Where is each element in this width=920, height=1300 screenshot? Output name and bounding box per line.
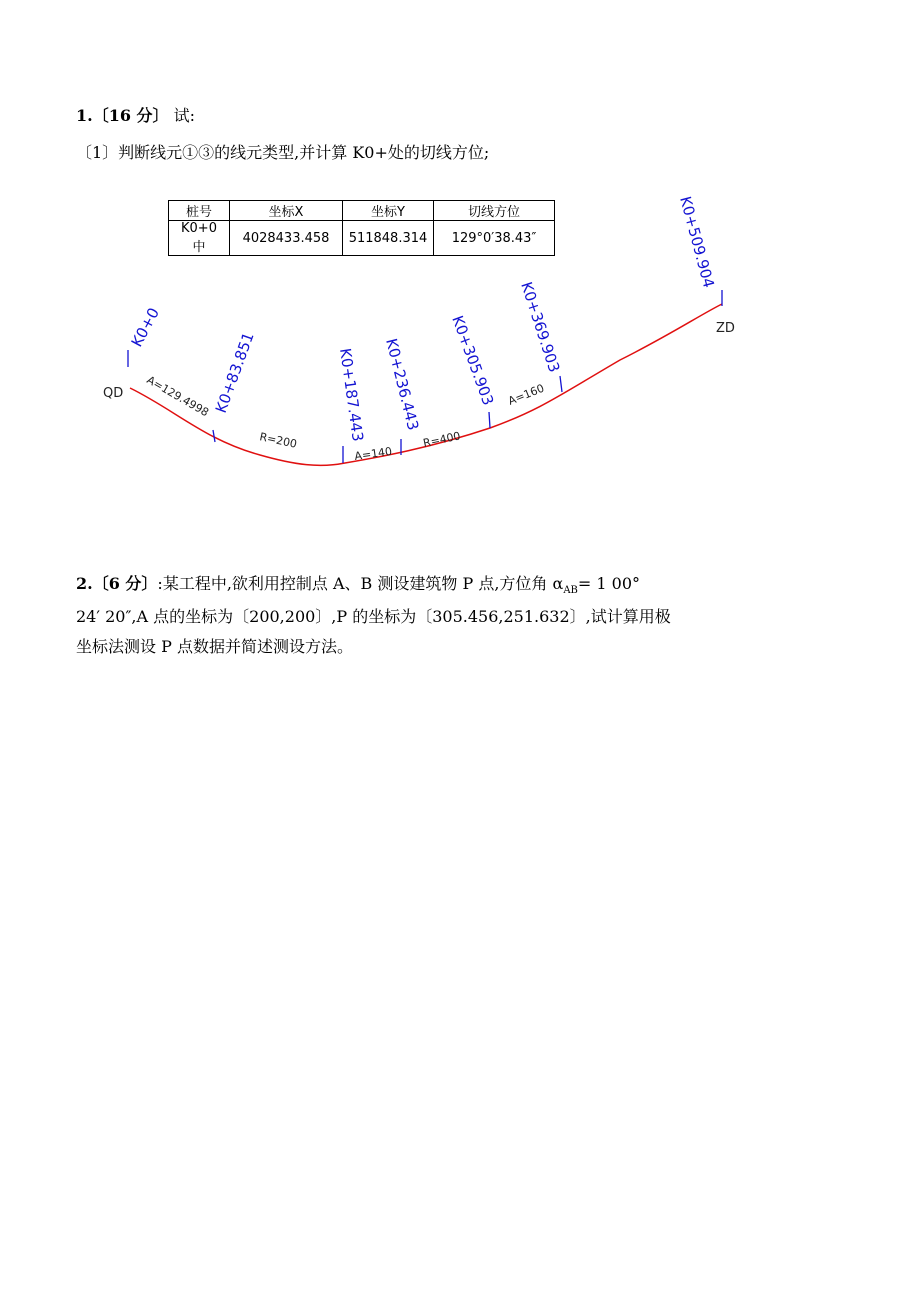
- station-label-k0-0: K0+0: [127, 304, 164, 350]
- question-2-line-1: [76, 571, 640, 596]
- station-label-k0-305: K0+305.903: [448, 313, 498, 408]
- label-zd: ZD: [716, 321, 735, 336]
- param-label-r2: R=400: [421, 429, 462, 450]
- cell-y: 511848.314: [343, 221, 434, 256]
- param-label-a1: A=129.4998: [144, 373, 211, 420]
- station-label-k0-509: K0+509.904: [676, 194, 718, 290]
- question-2-line-3: 坐标法测设 P 点数据并简述测设方法。: [76, 637, 353, 656]
- question-1-subtext: 〔1〕判断线元①③的线元类型,并计算 K0+处的切线方位;: [76, 143, 490, 162]
- azimuth-subscript: AB: [563, 585, 578, 597]
- station-label-k0-187: K0+187.443: [336, 347, 367, 443]
- label-qd: QD: [103, 386, 124, 401]
- question-2-text-b: = 1 00°: [577, 574, 641, 593]
- tick-k0-369: [560, 376, 562, 392]
- table-header-x: 坐标X: [230, 201, 343, 221]
- tick-k0-305: [489, 412, 490, 428]
- station-label-k0-369: K0+369.903: [517, 279, 564, 375]
- param-label-a2: A=140: [353, 444, 393, 463]
- table-header-station: 桩号: [169, 201, 230, 221]
- station-label-k0-236: K0+236.443: [382, 336, 423, 433]
- cell-station: K0+0 中: [169, 221, 230, 256]
- cell-x: 4028433.458: [230, 221, 343, 256]
- alignment-diagram: [0, 0, 920, 560]
- question-1-number: 1.: [76, 106, 93, 125]
- cell-azimuth: 129°0′38.43″: [434, 221, 555, 256]
- station-label-k0-83: K0+83.851: [211, 329, 258, 416]
- question-1-text: 试:: [173, 106, 196, 125]
- question-2-line-2: 24′ 20″,A 点的坐标为〔200,200〕,P 的坐标为〔305.456,251.632〕,试计算用极: [76, 607, 671, 626]
- question-2-score: 〔6 分〕: [92, 574, 158, 593]
- table-header-azimuth: 切线方位: [434, 201, 555, 221]
- table-header-y: 坐标Y: [343, 201, 434, 221]
- param-label-r1: R=200: [258, 430, 299, 451]
- param-label-a3: A=160: [506, 381, 547, 408]
- question-2-text-a: :某工程中,欲利用控制点 A、B 测设建筑物 P 点,方位角 α: [157, 574, 564, 593]
- question-2-number: 2.: [76, 574, 93, 593]
- question-1-score: 〔16 分〕: [92, 106, 169, 125]
